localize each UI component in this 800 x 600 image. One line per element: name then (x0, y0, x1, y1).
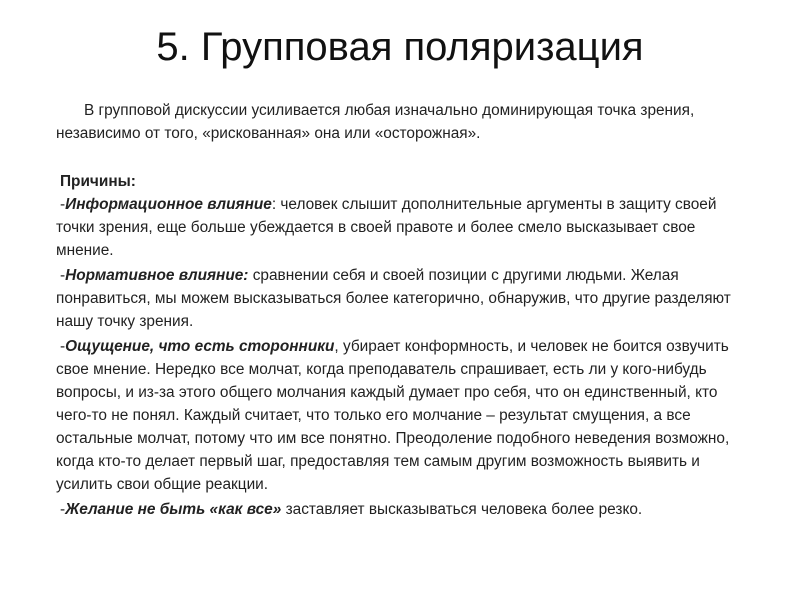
list-item (56, 335, 746, 496)
item-term: Нормативное влияние: (65, 267, 249, 284)
causes-heading: Причины: (60, 173, 136, 190)
item-text: , убирает конформность, и человек не боится озвучить свое мнение. Нередко все молчат, когда преподаватель спрашивает, есть ли у кого-нибудь вопросы, и из-за этого общего молчания каждый думает про себя, что он единственный, кто чего-то не понял. Каждый считает, что только его молчание – результат смущения, а все остальные молчат, потому что им все понятно. Преодоление подобного неведения возможно, когда кто-то делает первый шаг, предоставляя тем самым другим возможность выявить и усилить свои общие реакции. (56, 338, 730, 493)
bullet-marker: - (60, 196, 66, 213)
item-term: Информационное влияние (65, 196, 272, 213)
bullet-marker: - (60, 267, 66, 284)
page-title: 5. Групповая поляризация (156, 25, 644, 69)
item-text: : человек слышит дополнительные аргументы в защиту своей точки зрения, еще больше убеждается в своей правоте и более смело высказывает свое мнение. (56, 196, 717, 259)
list-item (56, 193, 746, 262)
item-text: заставляет высказываться человека более резко. (281, 501, 643, 518)
list-item (56, 498, 746, 521)
bullet-marker: - (60, 501, 66, 518)
intro-paragraph: В групповой дискуссии усиливается любая изначально доминирующая точка зрения, независимо от того, «рискованная» она или «осторожная». (56, 102, 695, 142)
bullet-marker: - (60, 338, 66, 355)
item-term: Ощущение, что есть сторонники (65, 338, 335, 355)
item-term: Желание не быть «как все» (65, 501, 282, 518)
slide-body (56, 99, 746, 523)
list-item (56, 264, 746, 333)
item-text: сравнении себя и своей позиции с другими людьми. Желая понравиться, мы можем высказываться более категорично, обнаружив, что другие разделяют нашу точку зрения. (56, 267, 731, 330)
